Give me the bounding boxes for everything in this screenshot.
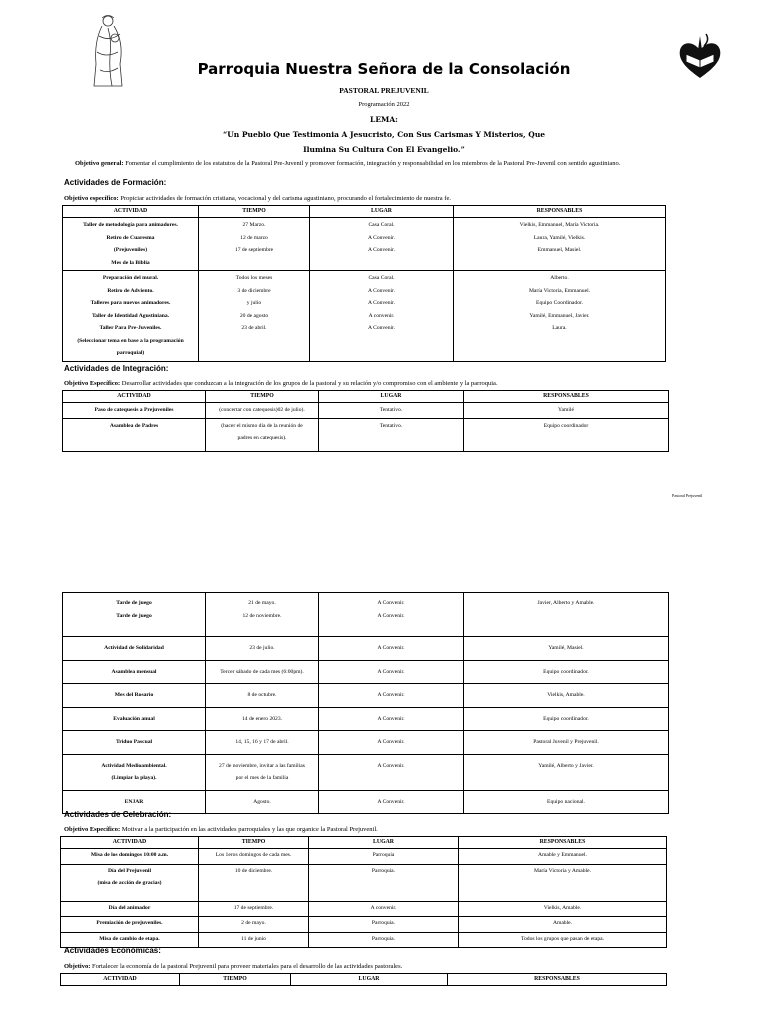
cell-lugar [319,593,464,637]
cell-text: A Convenir. [377,798,405,805]
cell-text: Actividad Medioambiental. [101,762,167,769]
cell-responsables [464,754,669,790]
cell-responsables [459,864,667,901]
cell-actividad [63,660,206,684]
cell-text: 14, 15, 16 y 17 de abril. [235,739,289,745]
cell-responsables [454,271,666,362]
cell-text [201,257,307,270]
cell-text: Casa Coral. [368,222,395,228]
cell-actividad [61,917,199,933]
cell-text: 21 de mayo. [248,600,276,606]
cell-lugar [319,754,464,790]
cell-text: A Convenir. [377,715,405,722]
cell-lugar [319,707,464,731]
cell-text: Amable y Emmanuel. [538,852,587,858]
cell-text: Yamilé, Masiel. [548,645,584,651]
col-tiempo: TIEMPO [199,837,309,849]
cell-text: 20 de agosto [239,312,269,319]
cell-text: 8 de octubre. [247,692,277,698]
cell-tiempo [206,790,319,814]
cell-text: Retiro de Adviento. [107,287,154,294]
cell-tiempo [206,418,319,451]
cell-tiempo [206,707,319,731]
cell-text [456,257,663,270]
cell-text: Alberto. [550,275,569,281]
cell-text: Amable. [552,920,573,926]
cell-responsables [464,790,669,814]
cell-text: A Convenir. [367,325,396,331]
cell-text: Asamblea de Padres [109,422,159,429]
cell-text: Equipo nacional. [547,798,585,805]
cell-tiempo [206,684,319,708]
cell-text: Premiación de prejuveniles. [96,920,163,926]
cell-text: 27 de noviembre, invitar a las familias [219,762,305,769]
cell-text: Talleres para nuevos animadores. [90,300,171,306]
celebracion-objective: Objetivo Específico: Motivar a la participación en las actividades parroquiales y las que organice la Pastoral Prejuvenil. [64,826,378,833]
cell-text: Actividad de Solidaridad [104,645,164,651]
cell-text [456,335,663,348]
cell-lugar [309,917,459,933]
cell-actividad [63,271,199,362]
table-row [63,754,669,790]
cell-lugar [319,418,464,451]
cell-actividad [61,864,199,901]
col-tiempo: TIEMPO [206,391,319,403]
cell-text: Equipo coordinador. [543,715,589,722]
section-economicas-heading: Actividades Económicas: [64,946,161,955]
cell-text: 12 de marzo [240,234,268,241]
col-responsables: RESPONSABLES [459,837,667,849]
cell-actividad [63,707,206,731]
cell-lugar [309,849,459,865]
cell-text: A Convenir. [377,692,405,698]
cell-text: A Convenir. [367,234,396,241]
cell-text: María Victoria, Emmanuel. [528,287,591,294]
cell-responsables [464,593,669,637]
cell-actividad [63,684,206,708]
program-year: Programación 2022 [358,101,410,108]
cell-text: 11 de junio [241,935,266,942]
cell-text: Equipo coordinador. [543,668,589,675]
table-row [63,271,666,362]
cell-text: padres en catequesis). [237,435,287,441]
cell-text: (misa de acción de gracias) [97,880,162,886]
cell-text: Equipo coordinador [543,422,589,429]
cell-text: Laura. [552,325,567,331]
cell-text: Todos los meses [235,275,273,281]
page-footer: Pastoral Prejuvenil [672,493,703,498]
table-row [63,418,669,451]
cell-responsables [464,418,669,451]
cell-text: Equipo Coordinador. [536,300,583,306]
cell-text: A Convenir. [377,739,405,745]
cell-responsables [464,637,669,661]
cell-lugar [319,790,464,814]
cell-text: A Convenir. [377,645,405,651]
cell-text: Asamblea mensual [111,668,157,675]
table-row [63,684,669,708]
cell-text: Laura, Yamilé, Vielkis. [533,234,586,241]
cell-text: 3 de diciembre [237,287,271,294]
cell-text: Triduo Pascual [115,739,153,745]
section-formacion-heading: Actividades de Formación: [64,178,167,187]
cell-text: Tentativo. [379,422,403,429]
cell-text: A convenir. [370,904,397,911]
cell-text: A convenir. [368,312,395,319]
cell-tiempo [199,218,310,271]
col-actividad: ACTIVIDAD [63,391,206,403]
cell-text: Agosto. [253,798,271,805]
cell-text: 17 de septiembre. [233,904,274,911]
cell-responsables [454,218,666,271]
cell-text [312,257,451,270]
table-row [61,901,667,917]
cell-text: Preparación del mural. [102,275,159,281]
cell-actividad [61,901,199,917]
cell-tiempo [199,864,309,901]
lema-line-2: Ilumina Su Cultura Con El Evangelio.” [303,145,465,154]
table-row [63,403,669,419]
page-title: Parroquia Nuestra Señora de la Consolación [197,60,571,78]
cell-lugar [319,684,464,708]
cell-text: Taller de Identidad Agustiniana. [91,312,170,319]
table-row [63,660,669,684]
section-celebracion-heading: Actividades de Celebración: [64,810,172,819]
cell-text: (concertar con catequesis)02 de julio). [219,407,305,413]
cell-text: Mes de la Biblia [111,259,150,266]
cell-tiempo [199,271,310,362]
cell-text: Taller Para Pre-Juveniles. [99,325,162,331]
cell-tiempo [206,731,319,755]
economicas-table [60,973,667,986]
general-objective: Objetivo general: Fomentar el cumplimiento de los estatutos de la Pastoral Pre-Juvenil y promover formación, integración y responsabilidad en los miembros de la Pastoral Pre-Juvenil con sentido agustiniano. [75,160,621,167]
cell-actividad [63,593,206,637]
col-actividad: ACTIVIDAD [61,837,199,849]
col-lugar: LUGAR [291,974,448,986]
cell-text: A Convenir. [367,300,396,306]
table-row [63,593,669,637]
col-responsables: RESPONSABLES [448,974,667,986]
cell-actividad [63,731,206,755]
table-row [63,731,669,755]
cell-text: por el mes de la familia [235,775,289,781]
cell-text: (Prejuveniles) [113,247,148,253]
cell-actividad [63,754,206,790]
col-tiempo: TIEMPO [180,974,291,986]
cell-lugar [310,271,454,362]
cell-text: Yamilé, Emmanuel, Javier. [529,312,590,319]
cell-tiempo [199,901,309,917]
cell-text: 17 de septiembre [234,247,274,253]
cell-tiempo [206,660,319,684]
cell-text: Casa Coral. [368,275,395,281]
col-responsables: RESPONSABLES [454,206,666,218]
cell-text [456,347,663,360]
cell-lugar [319,403,464,419]
formacion-table [62,205,666,362]
cell-actividad [63,418,206,451]
cell-text: A Convenir. [367,247,396,253]
cell-actividad [61,849,199,865]
cell-responsables [459,901,667,917]
celebracion-table [60,836,667,948]
cell-tiempo [206,403,319,419]
table-row [63,637,669,661]
cell-text: (hacer el mismo día de la reunión de [221,422,303,429]
cell-responsables [464,731,669,755]
cell-text: Misa de cambio de etapa. [99,935,160,942]
cell-responsables [459,849,667,865]
cell-text: Misa de los domingos 10:00 a.m. [90,852,169,858]
table-row [61,917,667,933]
cell-text: parroquial) [116,350,145,356]
cell-text: Día del animador [108,904,151,911]
cell-text: Javier, Alberto y Amable. [537,600,595,606]
cell-text: A Convenir. [377,612,405,619]
cell-text: Tarde de juego [116,612,152,619]
cell-responsables [459,932,667,948]
cell-text: Retiro de Cuaresma [106,234,155,241]
cell-text: Vielkis, Amable. [543,904,582,911]
cell-text: Parroquia [372,852,395,858]
cell-text: Los 1eros domingos de cada mes. [215,852,292,858]
cell-responsables [464,403,669,419]
cell-tiempo [199,932,309,948]
cell-tiempo [199,849,309,865]
cell-text: Parroquia. [371,935,396,942]
cell-text: Tentativo. [379,407,403,413]
cell-actividad [63,637,206,661]
integracion-objective: Objetivo Específico: Desarrollar actividades que conduzcan a la integración de los grupos de la pastoral y su relación y/o compromiso con el ambiente y la parroquia. [64,380,498,387]
cell-text: Yamilé, Alberto y Javier. [538,762,594,769]
cell-lugar [319,660,464,684]
cell-text: Taller de metodología para animadores. [83,222,178,228]
cell-lugar [309,932,459,948]
cell-text: Mes del Rosario [114,692,154,698]
cell-responsables [459,917,667,933]
cell-text: 23 de abril. [241,325,267,331]
integracion-continuation-table [62,592,669,814]
cell-tiempo [206,754,319,790]
cell-text: María Victoria y Amable. [533,867,592,874]
col-responsables: RESPONSABLES [464,391,669,403]
lema-line-1: “Un Pueblo Que Testimonia A Jesucristo, Con Sus Carismas Y Misterios, Que [222,130,546,139]
cell-text: 2 de mayo. [241,920,266,926]
cell-responsables [464,684,669,708]
cell-text: (Seleccionar tema en base a la programación [77,337,184,344]
cell-responsables [464,707,669,731]
cell-text: A Convenir. [377,600,405,606]
cell-text: A Convenir. [377,668,405,675]
cell-text: Yamilé [558,407,574,413]
cell-text [201,335,307,348]
cell-text: A Convenir. [377,762,405,769]
cell-lugar [310,218,454,271]
cell-text: (Limpiar la playa). [111,775,157,781]
cell-lugar [319,637,464,661]
cell-text: Todos los grupos que pasan de etapa. [520,935,605,942]
cell-text: Parroquia. [371,920,396,926]
cell-text: Tercer sábado de cada mes (6:00pm). [220,668,304,675]
cell-tiempo [199,917,309,933]
cell-text [201,347,307,360]
cell-lugar [309,864,459,901]
cell-text: ENJAR [124,798,144,805]
cell-tiempo [206,637,319,661]
cell-text: 12 de noviembre. [242,612,282,619]
lema-label: LEMA: [370,115,398,124]
economicas-objective: Objetivo: Fortalecer la economía de la pastoral Prejuvenil para proveer materiales para el desarrollo de las actividades pastorales. [64,963,403,970]
cell-text: Vielkis, Emmanuel, María Victoria. [519,222,600,228]
cell-text: Parroquia. [371,867,396,874]
cell-text: A Convenir. [367,287,396,294]
cell-text: Vielkis, Amable. [547,692,585,698]
cell-text: Pastoral Juvenil y Prejuvenil. [533,739,599,745]
cell-responsables [464,660,669,684]
cell-actividad [63,218,199,271]
cell-lugar [319,731,464,755]
cell-text [312,335,451,348]
cell-text: 23 de julio. [249,645,275,651]
cell-text: 27 Marzo. [242,222,266,228]
col-lugar: LUGAR [310,206,454,218]
cell-text: 14 de enero 2023. [241,715,283,722]
saint-figure-logo [88,12,130,90]
cell-text: Paso de catequesis a Prejuveniles [94,407,174,413]
subtitle: PASTORAL PREJUVENIL [339,86,429,95]
table-row [63,707,669,731]
section-integracion-heading: Actividades de Integración: [64,364,169,373]
cell-actividad [63,403,206,419]
cell-text: Tarde de juego [116,600,152,606]
integracion-table [62,390,669,452]
col-actividad: ACTIVIDAD [63,206,199,218]
col-lugar: LUGAR [319,391,464,403]
table-row [61,849,667,865]
cell-text: Día del Prejuvenil [107,867,152,874]
table-row [61,864,667,901]
cell-tiempo [206,593,319,637]
cell-lugar [309,901,459,917]
cell-text: Evaluación anual [113,715,155,722]
col-actividad: ACTIVIDAD [61,974,180,986]
cell-text: 10 de diciembre. [234,867,273,874]
table-row [63,218,666,271]
cell-text: y julio [246,300,262,306]
col-tiempo: TIEMPO [199,206,310,218]
cell-text [312,347,451,360]
col-lugar: LUGAR [309,837,459,849]
cell-text: Emmanuel, Masiel. [537,247,582,253]
formacion-objective: Objetivo específico: Propiciar actividades de formación cristiana, vocacional y del carisma agustiniano, procurando el fortalecimiento de nuestra fe. [64,195,451,202]
